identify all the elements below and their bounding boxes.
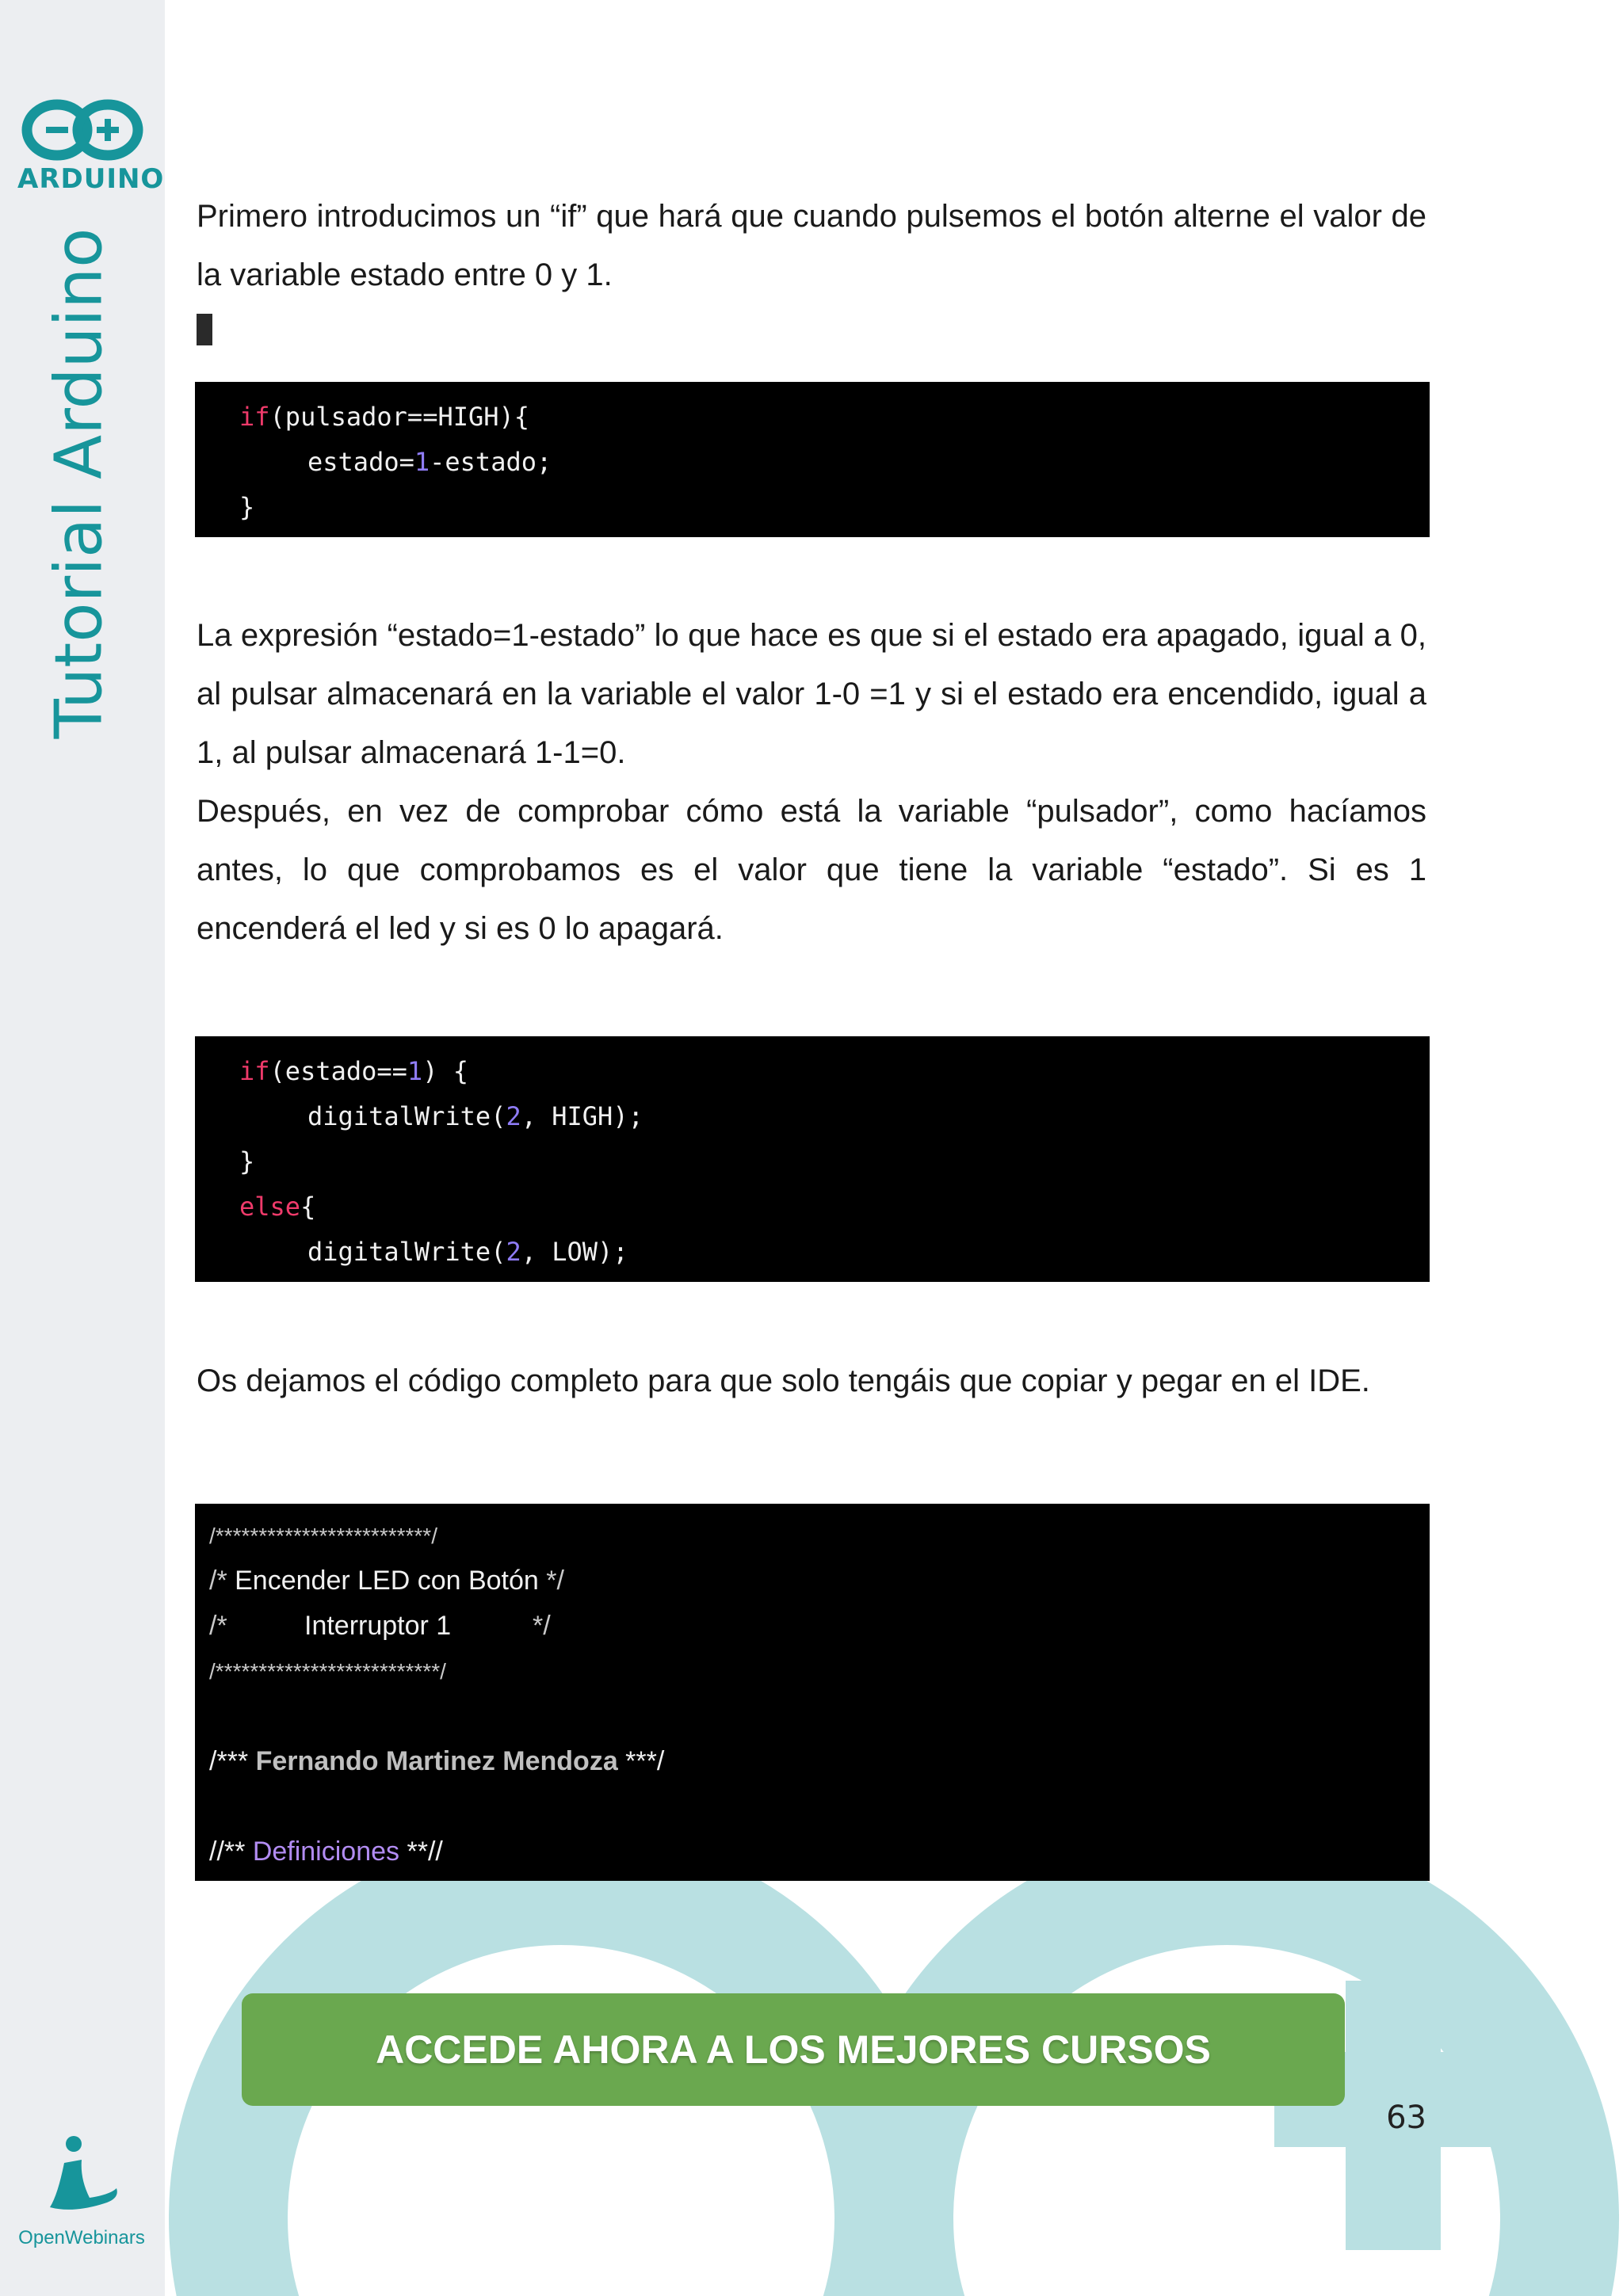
code-text: Encender LED con Botón: [235, 1566, 539, 1596]
code-text: , HIGH);: [521, 1101, 643, 1131]
code-line: [209, 1739, 1430, 1784]
paragraph-text: Después, en vez de comprobar cómo está la variable “pulsador”, como hacíamos antes, lo que comprobamos es el valor que tiene la variable “estado”. Si es 1 encenderá el led y si es 0 lo apagará.: [197, 794, 1426, 946]
paragraph-complete-code: [197, 1352, 1426, 1410]
code-keyword: if: [239, 1056, 270, 1086]
paragraph-text: La expresión “estado=1-estado” lo que hace es que si el estado era apagado, igual a 0, al pulsar almacenará en la variable el valor 1-0 =1 y si el estado era encendido, igual a 1, al pulsar almacenará 1-1=0.: [197, 618, 1426, 770]
code-text: digitalWrite(: [307, 1101, 506, 1131]
infinity-logo-icon: [17, 95, 147, 166]
code-line: [239, 395, 1430, 440]
code-number: 2: [506, 1237, 521, 1267]
paragraph-intro: [197, 187, 1426, 304]
code-text: (estado==: [269, 1056, 407, 1086]
code-keyword: if: [239, 402, 270, 432]
code-text: digitalWrite(: [307, 1237, 506, 1267]
code-line: [239, 1184, 1430, 1230]
code-line: }: [239, 1146, 255, 1177]
code-line: /*************************/: [209, 1524, 437, 1548]
code-comment: //**: [209, 1836, 253, 1867]
code-text: , LOW);: [521, 1237, 628, 1267]
code-text: Interruptor 1: [304, 1611, 452, 1641]
cta-courses-button[interactable]: ACCEDE AHORA A LOS MEJORES CURSOS: [242, 1993, 1345, 2106]
code-block-full-sketch: [195, 1504, 1430, 1881]
code-line-empty: [209, 1784, 1430, 1829]
code-line: [239, 440, 1430, 485]
openwebinars-logo: [14, 2131, 149, 2249]
code-line: [209, 1829, 1430, 1875]
page-number: 63: [1386, 2100, 1426, 2136]
openwebinars-icon: [34, 2131, 129, 2218]
code-line: }: [239, 492, 255, 522]
text-cursor: [197, 314, 212, 345]
code-number: 1: [414, 447, 430, 477]
code-keyword: else: [239, 1192, 301, 1222]
code-comment: **//: [399, 1836, 443, 1867]
paragraph-explanation: [197, 606, 1426, 958]
code-line: [209, 1604, 1430, 1649]
paragraph-text: Os dejamos el código completo para que solo tengáis que copiar y pegar en el IDE.: [197, 1363, 1370, 1398]
code-line: [239, 1230, 1430, 1275]
code-comment: /*: [209, 1611, 227, 1641]
code-comment: /***: [209, 1746, 256, 1776]
code-text: estado=: [307, 447, 414, 477]
code-text: -estado;: [430, 447, 552, 477]
code-number: 2: [506, 1101, 521, 1131]
arduino-logo: [17, 95, 165, 195]
code-comment: /*: [209, 1566, 235, 1596]
openwebinars-logo-text: OpenWebinars: [18, 2227, 145, 2248]
code-text: ) {: [422, 1056, 468, 1086]
code-number: 1: [407, 1056, 423, 1086]
sidebar: [0, 0, 165, 2296]
code-line: /**************************/: [209, 1659, 446, 1684]
vertical-title: Tutorial Arduino: [41, 227, 117, 739]
code-block-if-estado: [195, 1036, 1430, 1282]
code-block-if-pulsador: [195, 382, 1430, 537]
code-line: [239, 1094, 1430, 1139]
code-line: [209, 1558, 1430, 1604]
paragraph-text: Primero introducimos un “if” que hará que cuando pulsemos el botón alterne el valor de la variable estado entre 0 y 1.: [197, 199, 1426, 292]
code-comment: ***/: [617, 1746, 665, 1776]
arduino-brand-text: ARDUINO: [17, 163, 165, 195]
code-line: [239, 1049, 1430, 1094]
code-comment: */: [538, 1566, 564, 1596]
code-text: {: [300, 1192, 316, 1222]
code-text: (pulsador==HIGH){: [269, 402, 530, 432]
code-comment: */: [533, 1611, 551, 1641]
code-author: Fernando Martinez Mendoza: [255, 1746, 618, 1776]
code-line-empty: [209, 1694, 1430, 1739]
code-section: Definiciones: [252, 1836, 400, 1867]
